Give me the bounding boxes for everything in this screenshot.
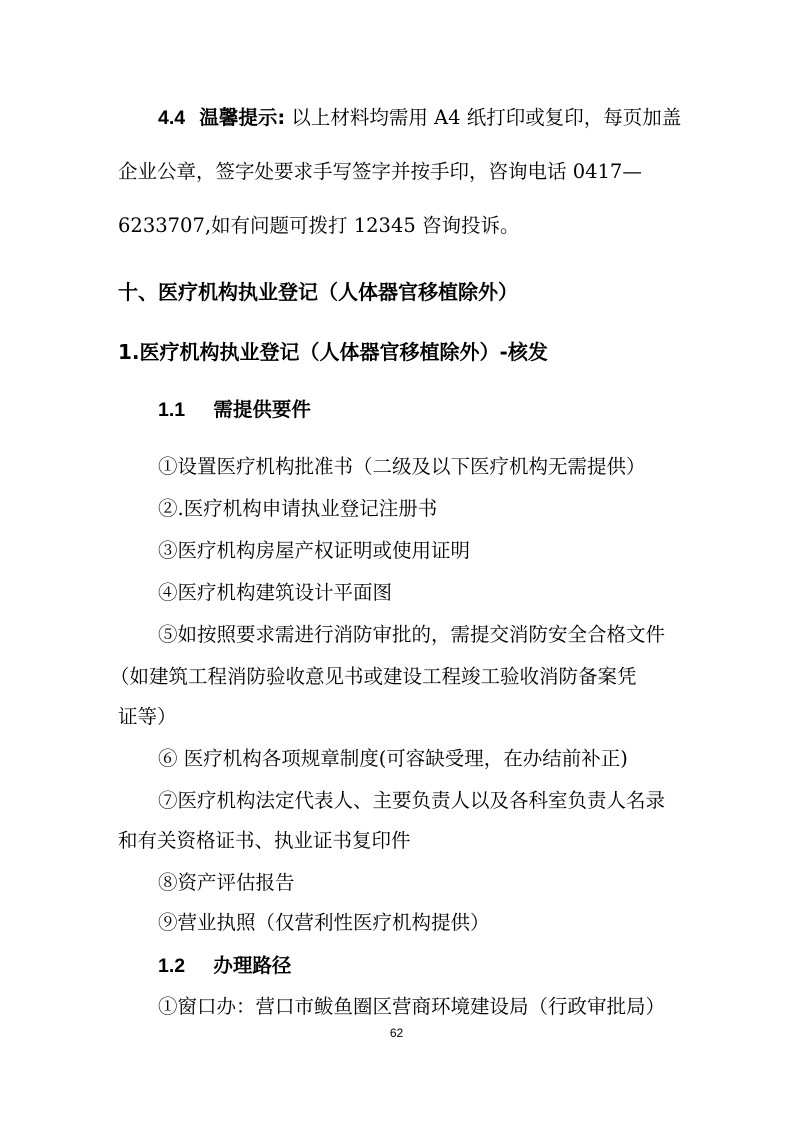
- requirement-item-7: ⑦医疗机构法定代表人、主要负责人以及各科室负责人名录: [158, 789, 666, 812]
- subsection-1-1-number: 1.1: [158, 399, 186, 421]
- subsection-1-2-title: 办理路径: [213, 954, 292, 977]
- item-1-heading: 1.医疗机构执业登记（人体器官移植除外）-核发: [118, 340, 548, 364]
- tip-paragraph-line-1: [158, 106, 681, 130]
- tip-text-1: 以上材料均需用 A4 纸打印或复印，每页加盖: [291, 106, 682, 129]
- subsection-1-1-heading: [158, 398, 311, 422]
- subsection-1-2-number: 1.2: [158, 955, 186, 977]
- requirement-item-5-cont-1: （如建筑工程消防验收意见书或建设工程竣工验收消防备案凭: [110, 665, 637, 688]
- section-10-heading: 十、医疗机构执业登记（人体器官移植除外）: [118, 280, 518, 304]
- requirement-item-5: ⑤如按照要求需进行消防审批的，需提交消防安全合格文件: [158, 623, 666, 646]
- subsection-1-1-title: 需提供要件: [213, 398, 311, 421]
- requirement-item-5-cont-2: 证等）: [118, 705, 177, 728]
- requirement-item-1: ①设置医疗机构批准书（二级及以下医疗机构无需提供）: [158, 455, 646, 478]
- tip-paragraph-line-3: 6233707,如有问题可拨打 12345 咨询投诉。: [118, 214, 520, 237]
- page-number: 62: [389, 1026, 404, 1040]
- tip-label: 温馨提示:: [199, 106, 286, 129]
- requirement-item-2: ②.医疗机构申请执业登记注册书: [158, 497, 438, 520]
- tip-paragraph-line-2: 企业公章，签字处要求手写签字并按手印，咨询电话 0417—: [118, 160, 642, 183]
- requirement-item-3: ③医疗机构房屋产权证明或使用证明: [158, 539, 471, 562]
- requirement-item-9: ⑨营业执照（仅营利性医疗机构提供）: [158, 911, 490, 934]
- subsection-1-2-heading: [158, 954, 291, 978]
- requirement-item-8: ⑧资产评估报告: [158, 871, 295, 894]
- requirement-item-4: ④医疗机构建筑设计平面图: [158, 581, 393, 604]
- requirement-item-7-cont: 和有关资格证书、执业证书复印件: [118, 829, 411, 852]
- path-item-1: ①窗口办：营口市鲅鱼圈区营商环境建设局（行政审批局）: [158, 995, 666, 1018]
- requirement-item-6: ⑥ 医疗机构各项规章制度(可容缺受理，在办结前补正): [158, 747, 628, 770]
- tip-number: 4.4: [158, 107, 186, 129]
